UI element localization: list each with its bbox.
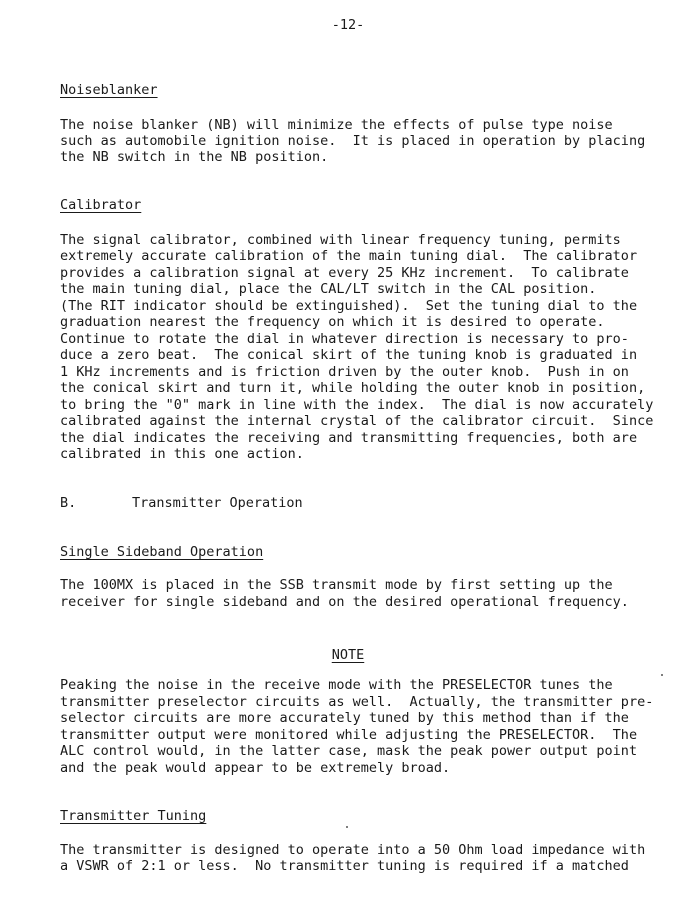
- noiseblanker-heading: Noiseblanker: [60, 82, 158, 98]
- ssb-line: receiver for single sideband and on the desired operational frequency.: [60, 594, 629, 610]
- calibrator-line: 1 KHz increments and is friction driven by the outer knob. Push in on: [60, 364, 629, 380]
- note-line: and the peak would appear to be extremely broad.: [60, 760, 451, 776]
- calibrator-line: graduation nearest the frequency on which it is desired to operate.: [60, 314, 605, 330]
- note-line: ALC control would, in the latter case, mask the peak power output point: [60, 743, 638, 759]
- note-label: NOTE: [331, 647, 365, 663]
- calibrator-line: to bring the "0" mark in line with the index. The dial is now accurately: [60, 397, 654, 413]
- calibrator-line: calibrated in this one action.: [60, 446, 304, 462]
- calibrator-heading: Calibrator: [60, 197, 142, 213]
- note-line: transmitter preselector circuits as well. Actually, the transmitter pre-: [60, 694, 654, 710]
- noiseblanker-line: such as automobile ignition noise. It is placed in operation by placing: [60, 133, 646, 149]
- calibrator-line: The signal calibrator, combined with linear frequency tuning, permits: [60, 232, 621, 248]
- noiseblanker-line: The noise blanker (NB) will minimize the effects of pulse type noise: [60, 117, 613, 133]
- scan-speck: [661, 674, 663, 676]
- calibrator-line: Continue to rotate the dial in whatever direction is necessary to pro-: [60, 331, 629, 347]
- calibrator-line: provides a calibration signal at every 25 KHz increment. To calibrate: [60, 265, 629, 281]
- tx-tuning-line: a VSWR of 2:1 or less. No transmitter tuning is required if a matched: [60, 858, 629, 874]
- noiseblanker-line: the NB switch in the NB position.: [60, 149, 329, 165]
- note-line: transmitter output were monitored while adjusting the PRESELECTOR. The: [60, 727, 638, 743]
- ssb-line: The 100MX is placed in the SSB transmit mode by first setting up the: [60, 577, 613, 593]
- tx-tuning-line: The transmitter is designed to operate into a 50 Ohm load impedance with: [60, 842, 646, 858]
- section-b-title: Transmitter Operation: [132, 495, 303, 511]
- calibrator-line: the conical skirt and turn it, while holding the outer knob in position,: [60, 380, 646, 396]
- calibrator-line: extremely accurate calibration of the main tuning dial. The calibrator: [60, 248, 638, 264]
- calibrator-line: the dial indicates the receiving and transmitting frequencies, both are: [60, 430, 638, 446]
- section-b-letter: B.: [60, 495, 77, 511]
- tx-tuning-heading: Transmitter Tuning: [60, 808, 207, 824]
- note-label-wrap: [0, 644, 696, 663]
- calibrator-line: the main tuning dial, place the CAL/LT switch in the CAL position.: [60, 281, 597, 297]
- note-line: selector circuits are more accurately tuned by this method than if the: [60, 710, 629, 726]
- note-line: Peaking the noise in the receive mode with the PRESELECTOR tunes the: [60, 677, 613, 693]
- calibrator-line: duce a zero beat. The conical skirt of the tuning knob is graduated in: [60, 347, 638, 363]
- page-number: -12-: [331, 17, 365, 33]
- ssb-heading: Single Sideband Operation: [60, 544, 264, 560]
- scan-speck: [346, 826, 348, 828]
- calibrator-line: calibrated against the internal crystal of the calibrator circuit. Since: [60, 413, 654, 429]
- calibrator-line: (The RIT indicator should be extinguished). Set the tuning dial to the: [60, 298, 638, 314]
